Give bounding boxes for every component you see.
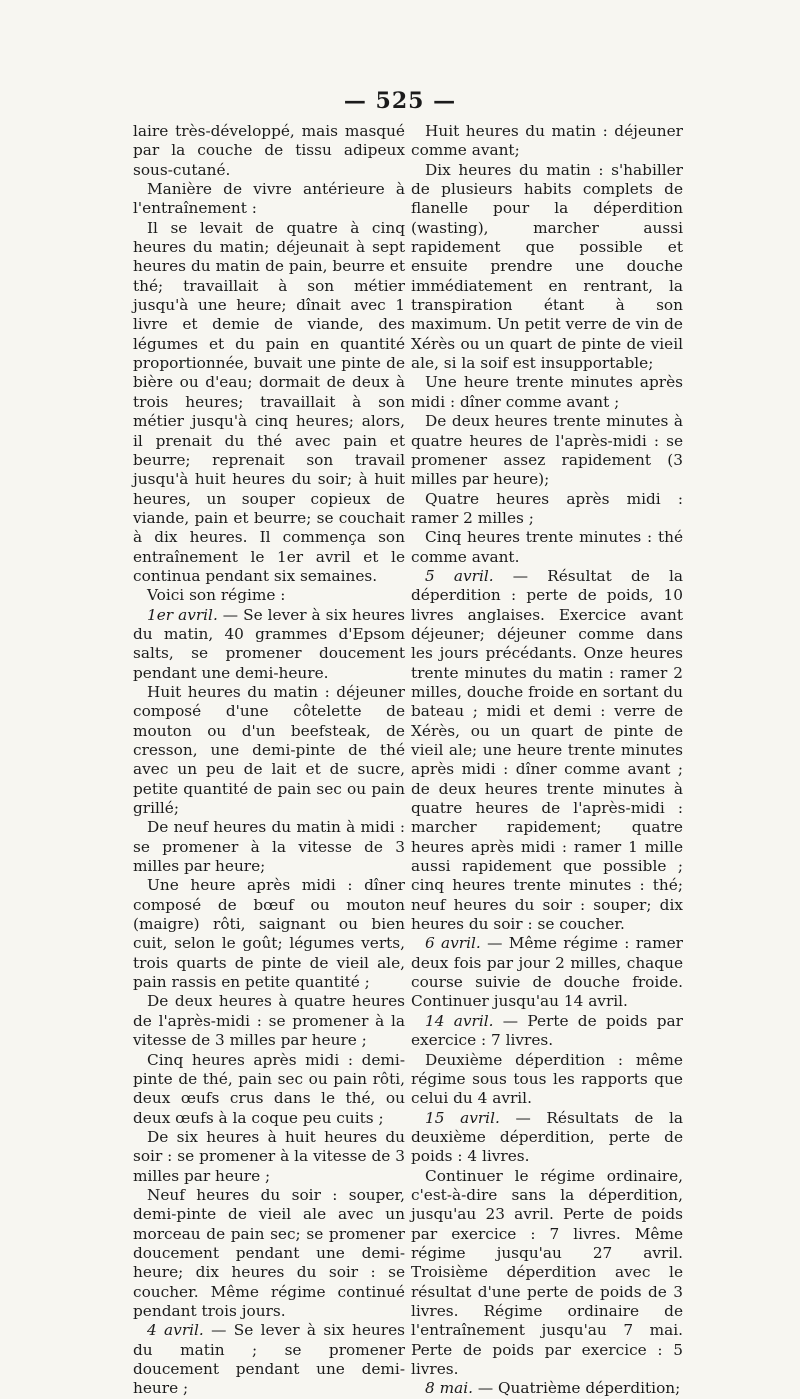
paragraph-text: Neuf heures du soir : souper, demi-pinte de vieil ale avec un morceau de pain sec; se promener doucement pendant une demi-heure; dix heures du soir : se coucher. Même régime continué pendant trois jours. xyxy=(133,1185,405,1320)
paragraph xyxy=(133,180,405,219)
paragraph-text: Il se levait de quatre à cinq heures du matin; déjeunait à sept heures du matin de pain, beurre et thé; travaillait à son métier jusqu'à une heure; dînait avec 1 livre et demie de viande, des légumes et du pain en quantité proportionnée, buvait une pinte de bière ou d'eau; dormait de deux à trois heures; travaillait à son métier jusqu'à cinq heures; alors, il prenait du thé avec pain et beurre; reprenait son travail jusqu'à huit heures du soir; à huit heures, un souper copieux de viande, pain et beurre; se couchait à dix heures. Il commença son entraînement le 1er avril et le continua pendant six semaines. xyxy=(133,218,405,585)
paragraph xyxy=(133,1186,405,1321)
paragraph-text: De six heures à huit heures du soir : se promener à la vitesse de 3 milles par heure ; xyxy=(133,1127,405,1185)
paragraph-text: Deuxième déperdition : même régime sous tous les rapports que celui du 4 avril. xyxy=(411,1050,683,1108)
paragraph-text: Dix heures du matin : s'habiller de plusieurs habits complets de flanelle pour la déperdition (wasting), marcher aussi rapidement que possible et ensuite prendre une douche immédiatement en rentrant, la transpiration étant à son maximum. Un petit verre de vin de Xérès ou un quart de pinte de vieil ale, si la soif est insupportable; xyxy=(411,160,683,373)
paragraph-text: Huit heures du matin : déjeuner comme avant; xyxy=(411,122,683,160)
paragraph xyxy=(411,1379,683,1398)
paragraph-text: De deux heures à quatre heures de l'après-midi : se promener à la vitesse de 3 milles par heure ; xyxy=(133,992,405,1050)
paragraph xyxy=(133,122,405,180)
paragraph xyxy=(411,1051,683,1109)
right-column xyxy=(411,122,683,1399)
paragraph xyxy=(133,683,405,818)
paragraph-text: laire très-développé, mais masqué par la couche de tissu adipeux sous-cutané. xyxy=(133,122,405,179)
date-heading: 15 avril. xyxy=(425,1108,500,1127)
paragraph xyxy=(411,567,683,935)
paragraph-text: — Même régime : ramer deux fois par jour 2 milles, chaque course suivie de douche froide. Continuer jusqu'au 14 avril. xyxy=(411,934,683,1011)
paragraph xyxy=(411,1167,683,1380)
paragraph-text: Manière de vivre antérieure à l'entraînement : xyxy=(133,180,405,218)
paragraph xyxy=(133,1128,405,1186)
paragraph xyxy=(411,490,683,529)
paragraph-text: — Résultat de la déperdition : perte de poids, 10 livres anglaises. Exercice avant déjeuner; déjeuner comme dans les jours précédants. Onze heures trente minutes du matin : ramer 2 milles, douche froide en sortant du bateau ; midi et demi : verre de Xérès, ou un quart de pinte de vieil ale; une heure trente minutes après midi : dîner comme avant ; de deux heures trente minutes à quatre heures de l'après-midi : marcher rapidement; quatre heures après midi : ramer 1 mille aussi rapidement que possible ; cinq heures trente minutes : thé; neuf heures du soir : souper; dix heures du soir : se coucher. xyxy=(411,566,683,934)
paragraph xyxy=(411,934,683,1011)
paragraph-text: Continuer le régime ordinaire, c'est-à-dire sans la déperdition, jusqu'au 23 avril. Perte de poids par exercice : 7 livres. Même régime jusqu'au 27 avril. Troisième déperdition avec le résultat d'une perte de poids de 3 livres. Régime ordinaire de l'entraînement jusqu'au 7 mai. Perte de poids par exercice : 5 livres. xyxy=(411,1166,683,1378)
paragraph-text: Cinq heures trente minutes : thé comme avant. xyxy=(411,528,683,566)
date-heading: 14 avril. xyxy=(425,1011,494,1030)
paragraph-text: — Se lever à six heures du matin ; se promener doucement pendant une demi-heure ; xyxy=(133,1321,405,1398)
paragraph xyxy=(411,161,683,374)
paragraph xyxy=(133,219,405,587)
paragraph xyxy=(133,1051,405,1128)
paragraph xyxy=(411,1109,683,1167)
paragraph-text: Voici son régime : xyxy=(147,586,286,605)
paragraph xyxy=(411,412,683,489)
page-number: — 525 — xyxy=(343,88,457,114)
paragraph-text: Quatre heures après midi : ramer 2 milles ; xyxy=(411,489,683,527)
paragraph-text: — Résultats de la deuxième déperdition, perte de poids : 4 livres. xyxy=(411,1108,683,1166)
left-column xyxy=(133,122,405,1399)
paragraph xyxy=(411,1012,683,1051)
paragraph xyxy=(133,586,405,605)
paragraph-text: — Quatrième déperdition; xyxy=(472,1379,681,1398)
paragraph-text: De neuf heures du matin à midi : se promener à la vitesse de 3 milles par heure; xyxy=(133,818,405,876)
paragraph xyxy=(133,1321,405,1398)
paragraph xyxy=(133,876,405,992)
paragraph-text: — Perte de poids par exercice : 7 livres. xyxy=(411,1011,683,1050)
paragraph xyxy=(411,373,683,412)
paragraph-text: Huit heures du matin : déjeuner composé d'une côtelette de mouton ou d'un beefsteak, de cresson, une demi-pinte de thé avec un peu de lait et de sucre, petite quantité de pain sec ou pain grillé; xyxy=(133,682,405,818)
paragraph xyxy=(411,122,683,161)
paragraph xyxy=(411,528,683,567)
paragraph-text: Une heure trente minutes après midi : dîner comme avant ; xyxy=(411,373,683,411)
paragraph-text: — Se lever à six heures du matin, 40 grammes d'Epsom salts, se promener doucement pendant une demi-heure. xyxy=(133,605,405,682)
paragraph xyxy=(133,606,405,683)
paragraph-text: Une heure après midi : dîner composé de bœuf ou mouton (maigre) rôti, saignant ou bien cuit, selon le goût; légumes verts, trois quarts de pinte de vieil ale, pain rassis en petite quantité ; xyxy=(133,876,405,992)
paragraph-text: Cinq heures après midi : demi-pinte de thé, pain sec ou pain rôti, deux œufs crus dans le thé, ou deux œufs à la coque peu cuits ; xyxy=(133,1050,405,1127)
paragraph-text: De deux heures trente minutes à quatre heures de l'après-midi : se promener assez rapidement (3 milles par heure); xyxy=(411,412,683,489)
date-heading: 1er avril. xyxy=(147,605,218,624)
paragraph xyxy=(133,818,405,876)
date-heading: 5 avril. xyxy=(425,566,494,585)
date-heading: 8 mai. xyxy=(425,1379,473,1398)
date-heading: 6 avril. xyxy=(425,934,481,953)
date-heading: 4 avril. xyxy=(147,1321,204,1340)
paragraph xyxy=(133,992,405,1050)
